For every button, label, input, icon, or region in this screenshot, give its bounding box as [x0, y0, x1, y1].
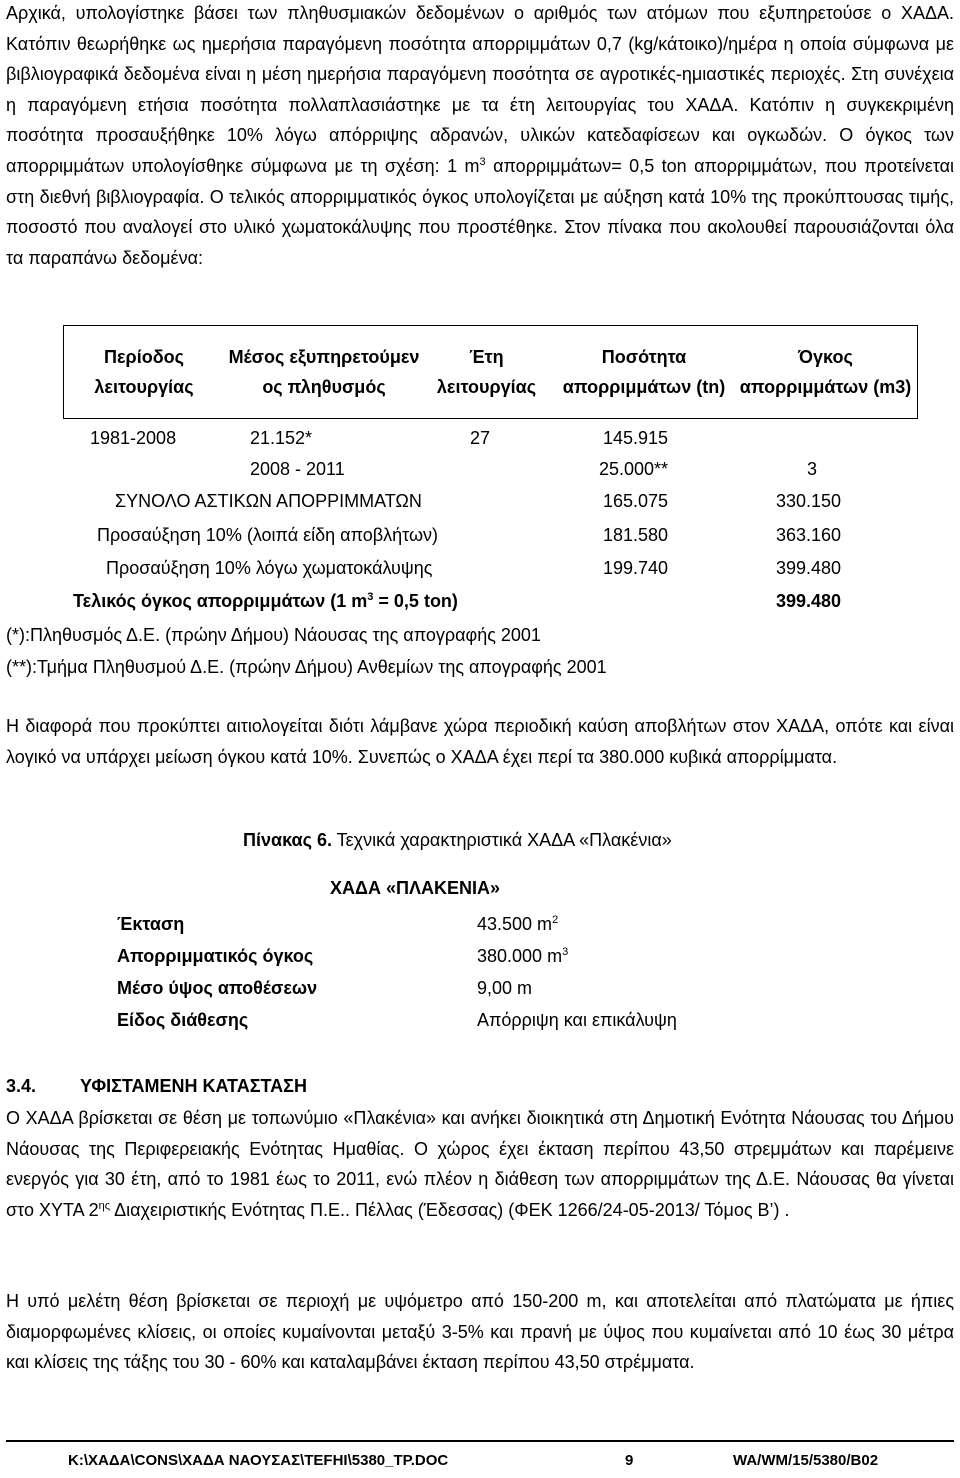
cell-period: 2008 - 2011 — [250, 459, 345, 479]
page-footer — [6, 1440, 954, 1478]
value-sup: 2 — [552, 914, 559, 926]
section-text-a: Ο ΧΑΔΑ βρίσκεται σε θέση με τοπωνύμιο «Πλακένια» και ανήκει διοικητικά στη Δημοτική Ενότητα Νάουσας του Δήμου Νάουσας της Περιφερειακής Ενότητας Ημαθίας. Ο χώρος έχει έκταση περίπου 43,50 στρεμμάτων και παρέμεινε ενεργός για 30 έτη, από το 1981 έως το 2011, ενώ πλέον η διάθεση των απορριμμάτων της Δ.Ε. Νάουσας θα γίνεται στο ΧΥΤΑ 2 — [6, 1108, 954, 1220]
section-text-b: Διαχειριστικής Ενότητας Π.Ε.. Πέλλας (Έδεσσας) (ΦΕΚ 1266/24-05-2013/ Τόμος Β’) . — [110, 1199, 790, 1220]
section-title: ΥΦΙΣΤΑΜΕΝΗ ΚΑΤΑΣΤΑΣΗ — [80, 1076, 307, 1096]
cell-quantity: 25.000** — [599, 459, 669, 479]
caption-text: Τεχνικά χαρακτηριστικά ΧΑΔΑ «Πλακένια» — [331, 830, 672, 850]
row-label: Είδος διάθεσης — [117, 1010, 249, 1030]
row-value — [477, 946, 568, 967]
section-number: 3.4. — [6, 1076, 37, 1096]
row-label: Απορριμματικός όγκος — [117, 946, 314, 966]
cell-label: Προσαύξηση 10% λόγω χωματοκάλυψης — [106, 558, 433, 578]
value-text: 380.000 m — [477, 946, 563, 966]
cell-years: 27 — [470, 428, 491, 448]
section-heading — [6, 1076, 307, 1097]
final-label-b: = 0,5 ton) — [373, 591, 458, 611]
table-row — [63, 587, 918, 619]
section-sup: ης — [98, 1199, 111, 1212]
row-label: Μέσο ύψος αποθέσεων — [117, 978, 318, 998]
table-row — [63, 554, 918, 586]
cell-quantity: 199.740 — [603, 558, 669, 578]
difference-paragraph: Η διαφορά που προκύπτει αιτιολογείται διότι λάμβανε χώρα περιοδική καύση αποβλήτων στον ΧΑΔΑ, οπότε και είναι λογικό να υπάρχει μείωση όγκου κατά 10%. Συνεπώς ο ΧΑΔΑ έχει περί τα 380.000 κυβικά απορρίμματα. — [6, 716, 954, 767]
table-row — [63, 521, 918, 553]
header-population: Μέσος εξυπηρετούμεν ος πληθυσμός — [228, 347, 420, 397]
value-text: 43.500 m — [477, 914, 553, 934]
intro-sup: 3 — [479, 155, 486, 168]
header-quantity: Ποσότητα απορριμμάτων (tn) — [562, 347, 726, 397]
intro-text-b: απορριμμάτων= 0,5 ton απορριμμάτων, που προτείνεται στη διεθνή βιβλιογραφία. Ο τελικός απορριμματικός όγκος υπολογίζεται με αύξηση κατά 10% της προκύπτουσας τιμής, ποσοστό που αναλογεί στο υλικό χωματοκάλυψης που προστέθηκε. Στον πίνακα που ακολουθεί παρουσιάζονται όλα τα παραπάνω δεδομένα: — [6, 155, 955, 268]
cell-label: Προσαύξηση 10% (λοιπά είδη αποβλήτων) — [97, 525, 439, 545]
cell-volume: 3 — [807, 459, 818, 479]
table-row — [63, 424, 918, 456]
value-sup: 3 — [562, 946, 569, 958]
cell-volume: 399.480 — [776, 558, 842, 578]
cell-volume: 363.160 — [776, 525, 842, 545]
row-value — [477, 1010, 677, 1031]
final-label-a: Τελικός όγκος απορριμμάτων (1 m — [73, 591, 368, 611]
value-text: 9,00 m — [477, 978, 533, 998]
header-period: Περίοδος λειτουργίας — [94, 347, 194, 397]
table-row — [117, 978, 713, 1010]
value-text: Απόρριψη και επικάλυψη — [477, 1010, 677, 1030]
header-volume: Όγκος απορριμμάτων (m3) — [739, 347, 912, 397]
cell-quantity: 145.915 — [603, 428, 669, 448]
table-row — [117, 946, 713, 978]
intro-text-a: Αρχικά, υπολογίστηκε βάσει των πληθυσμιακών δεδομένων ο αριθμός των ατόμων που εξυπηρετούσε ο ΧΑΔΑ. Κατόπιν θεωρήθηκε ως ημερήσια παραγόμενη ποσότητα απορριμμάτων 0,7 (kg/κάτοικο)/ημέρα η οποία σύμφωνα με βιβλιογραφικά δεδομένα είναι η μέση ημερήσια παραγόμενη ποσότητα σε αγροτικές-ημιαστικές περιοχές. Στη συνέχεια η παραγόμενη ετήσια ποσότητα πολλαπλασιάστηκε με τα έτη λειτουργίας του ΧΑΔΑ. Κατόπιν η συγκεκριμένη ποσότητα προσαυξήθηκε 10% λόγω απόρριψης αδρανών, υλικών κατεδαφίσεων και ογκωδών. Ο όγκος των απορριμμάτων υπολογίσθηκε σύμφωνα με τη σχέση: 1 m — [6, 3, 954, 176]
table-row — [63, 487, 918, 519]
table-row — [117, 1010, 713, 1042]
cell-volume: 399.480 — [776, 591, 842, 611]
footer-path: K:\ΧΑΔΑ\CONS\ΧΑΔΑ ΝΑΟΥΣΑΣ\TEFHI\5380_TP.DOC — [68, 1452, 449, 1469]
cell-population: 21.152* — [250, 428, 313, 448]
header-years: Έτη λειτουργίας — [436, 347, 537, 397]
footer-code: WA/WM/15/5380/B02 — [733, 1452, 879, 1469]
cell-quantity: 181.580 — [603, 525, 669, 545]
footer-page-number: 9 — [625, 1452, 634, 1469]
cell-quantity: 165.075 — [603, 491, 669, 511]
waste-table-header — [63, 325, 918, 419]
section-paragraph — [6, 1103, 954, 1225]
table-row — [63, 455, 918, 487]
caption-number: Πίνακας 6. — [243, 830, 332, 850]
cell-label: ΣΥΝΟΛΟ ΑΣΤΙΚΩΝ ΑΠΟΡΡΙΜΜΑΤΩΝ — [115, 491, 422, 511]
table-note: (*):Πληθυσμός Δ.Ε. (πρώην Δήμου) Νάουσας της απογραφής 2001 — [6, 625, 541, 645]
final-label-sup: 3 — [367, 591, 374, 603]
terrain-paragraph: Η υπό μελέτη θέση βρίσκεται σε περιοχή με υψόμετρο από 150-200 m, και αποτελείται από πλατώματα με ήπιες διαμορφωμένες κλίσεις, οι οποίες κυμαίνονται μεταξύ 3-5% και πρανή με ύψος που κυμαίνεται από 10 έως 30 μέτρα και κλίσεις της τάξης του 30 - 60% και καταλαμβάνει έκταση περίπου 43,50 στρέμματα. — [6, 1291, 954, 1373]
cell-volume: 330.150 — [776, 491, 842, 511]
table-note: (**):Τμήμα Πληθυσμού Δ.Ε. (πρώην Δήμου) Ανθεμίων της απογραφής 2001 — [6, 657, 607, 677]
cell-period: 1981-2008 — [90, 428, 177, 448]
intro-paragraph — [6, 0, 954, 273]
row-value — [477, 914, 558, 935]
table6-title: ΧΑΔΑ «ΠΛΑΚΕΝΙΑ» — [330, 878, 500, 898]
row-label: Έκταση — [117, 914, 185, 934]
cell-label — [73, 591, 458, 612]
table-row — [117, 914, 713, 946]
row-value — [477, 978, 532, 999]
table6-caption — [243, 830, 672, 851]
